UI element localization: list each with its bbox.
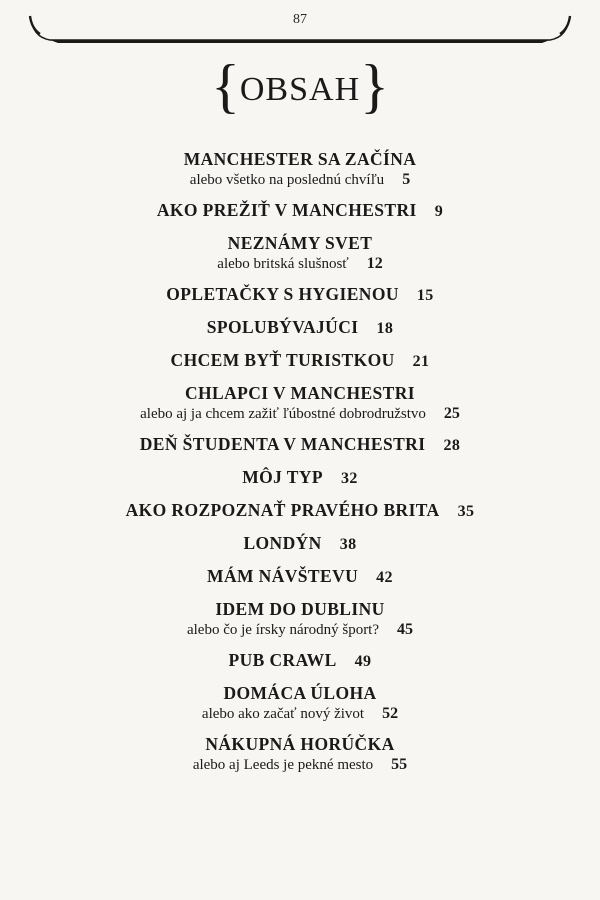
toc-entry-heading-line [0,232,600,254]
toc-entry-title: AKO PREŽIŤ V MANCHESTRI [156,200,417,220]
toc-entry [0,733,600,775]
page-title: OBSAH [239,71,361,108]
toc-entry [0,532,600,556]
toc-entry-heading-line [0,433,600,457]
toc-entry-page-number: 42 [376,569,393,586]
toc-entry-subtitle: alebo čo je írsky národný šport? [186,622,380,638]
toc-entry-page-number: 9 [434,203,444,220]
toc-entry-subtitle-line [0,170,600,190]
toc-entry-heading-line [0,682,600,704]
toc-entry-page-number: 55 [391,756,408,773]
toc-entry-title: DOMÁCA ÚLOHA [223,683,377,703]
toc-entry-page-number: 18 [376,320,394,337]
toc-entry-title: CHLAPCI V MANCHESTRI [184,383,416,403]
toc-entry-subtitle-line [0,620,600,640]
toc-entry-title: AKO ROZPOZNAŤ PRAVÉHO BRITA [125,500,440,520]
toc-entry-heading-line [0,349,600,373]
toc-entry-heading-line [0,649,600,673]
brace-right: } [360,53,389,119]
toc-entry [0,232,600,274]
toc-entry-title: CHCEM BYŤ TURISTKOU [170,350,395,370]
toc-entry-page-number: 15 [416,287,434,304]
toc-entry-heading-line [0,283,600,307]
toc-entry [0,316,600,340]
toc-entry-subtitle: alebo aj Leeds je pekné mesto [192,757,374,773]
toc-heading [0,53,600,120]
toc-entry-title: IDEM DO DUBLINU [215,599,385,619]
toc-entry-title: SPOLUBÝVAJÚCI [206,317,359,337]
toc-entry-subtitle-line [0,755,600,775]
toc-entry [0,565,600,589]
toc-entry-title: MÁM NÁVŠTEVU [207,566,359,586]
toc-entry-heading-line [0,499,600,523]
toc-entry [0,649,600,673]
toc-entry-subtitle: alebo aj ja chcem zažiť ľúbostné dobrodružstvo [140,406,426,422]
toc-entry-subtitle: alebo britská slušnosť [217,256,349,272]
table-of-contents [0,148,600,784]
toc-entry-heading-line [0,565,600,589]
toc-entry-heading-line [0,733,600,755]
toc-entry-heading-line [0,316,600,340]
toc-entry-title: LONDÝN [243,533,322,553]
toc-entry [0,148,600,190]
toc-entry-page-number: 49 [354,653,372,670]
toc-entry [0,682,600,724]
toc-entry-title: OPLETAČKY S HYGIENOU [166,284,399,304]
toc-entry-heading-line [0,532,600,556]
toc-entry-subtitle-line [0,254,600,274]
toc-entry-page-number: 28 [443,437,461,454]
toc-entry [0,598,600,640]
toc-entry-title: MÔJ TYP [242,467,323,487]
header-ornament [28,14,572,48]
toc-entry-heading-line [0,148,600,170]
toc-entry-subtitle-line [0,704,600,724]
toc-entry-page-number: 35 [457,503,475,520]
toc-entry-title: PUB CRAWL [228,650,337,670]
page-number: 87 [293,12,307,27]
toc-entry-page-number: 5 [402,171,411,188]
toc-entry [0,283,600,307]
toc-entry [0,433,600,457]
toc-entry-title: NÁKUPNÁ HORÚČKA [205,734,395,754]
toc-entry-title: DEŇ ŠTUDENTA V MANCHESTRI [139,434,426,454]
toc-entry-heading-line [0,466,600,490]
toc-entry-title: MANCHESTER SA ZAČÍNA [183,149,417,169]
toc-entry [0,349,600,373]
brace-left: { [211,53,240,119]
toc-entry-page-number: 32 [340,470,358,487]
toc-entry [0,466,600,490]
toc-entry [0,382,600,424]
toc-entry-page-number: 52 [382,705,399,722]
toc-entry-page-number: 25 [443,405,460,422]
toc-entry-heading-line [0,598,600,620]
toc-entry-page-number: 21 [412,353,430,370]
toc-entry-subtitle: alebo všetko na poslednú chvíľu [189,172,385,188]
toc-entry-page-number: 12 [366,255,383,272]
toc-entry-page-number: 38 [339,536,357,553]
toc-entry-heading-line [0,382,600,404]
toc-entry [0,499,600,523]
toc-entry [0,199,600,223]
toc-entry-subtitle-line [0,404,600,424]
toc-entry-title: NEZNÁMY SVET [227,233,373,253]
toc-entry-heading-line [0,199,600,223]
toc-entry-subtitle: alebo ako začať nový život [201,706,365,722]
toc-entry-page-number: 45 [397,621,414,638]
